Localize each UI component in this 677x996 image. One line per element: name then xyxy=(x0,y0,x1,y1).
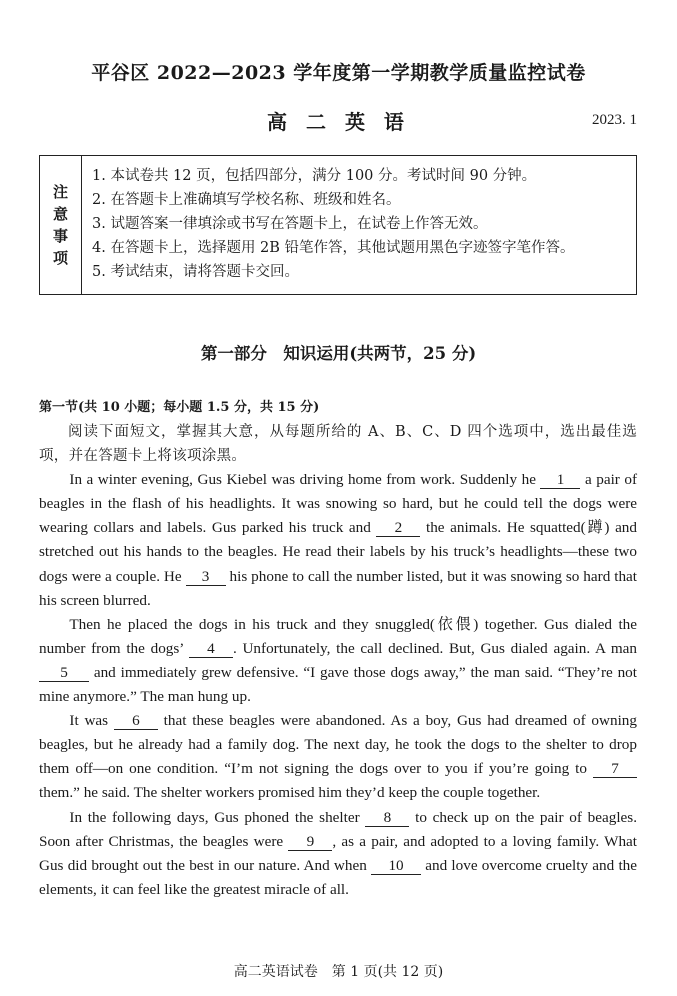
notice-item: 4. 在答题卡上，选择题用 2B 铅笔作答，其他试题用黑色字迹签字笔作答。 xyxy=(92,240,575,256)
notice-list xyxy=(82,156,636,294)
blank-6: 6 xyxy=(114,712,158,730)
notice-item: 2. 在答题卡上准确填写学校名称、班级和姓名。 xyxy=(92,192,401,208)
passage-text: his phone to call the number listed, but it was snowing so hard that his screen blurred. xyxy=(39,567,637,609)
blank-1: 1 xyxy=(540,471,580,489)
passage-paragraph-1 xyxy=(39,468,637,613)
part-title: 第一部分 知识运用(共两节，25 分) xyxy=(200,344,477,363)
notice-item: 3. 试题答案一律填涂或书写在答题卡上，在试卷上作答无效。 xyxy=(92,216,488,232)
passage-text: a pair of beagles in the flash of his headlights. It was snowing so hard, but he could tell the dogs were wearing collars and labels. Gus parked his truck and xyxy=(39,471,638,537)
exam-date: 2023. 1 xyxy=(592,112,637,128)
blank-7: 7 xyxy=(593,760,637,778)
instruction-text: 阅读下面短文，掌握其大意，从每题所给的 A、B、C、D 四个选项中，选出最佳选项，并在答题卡上将该项涂黑。 xyxy=(39,424,637,465)
exam-title: 平谷区 2022—2023 学年度第一学期教学质量监控试卷 xyxy=(91,62,586,84)
notice-item: 1. 本试卷共 12 页，包括四部分，满分 100 分。考试时间 90 分钟。 xyxy=(92,168,537,184)
passage-paragraph-2 xyxy=(39,613,637,709)
passage-paragraph-3 xyxy=(39,709,637,805)
blank-3: 3 xyxy=(186,568,226,586)
passage-text: . Unfortunately, the call declined. But, Gus dialed again. A man xyxy=(232,639,638,657)
passage-text: the animals. He squatted(蹲) and stretched out his hands to the beagles. He read their labels by his truck’s headlights—these two dogs were a couple. He xyxy=(39,519,637,585)
cloze-body xyxy=(39,420,637,902)
passage-text: In a winter evening, Gus Kiebel was driving home from work. Suddenly he xyxy=(69,471,536,489)
section-title: 第一节(共 10 小题；每小题 1.5 分，共 15 分) xyxy=(39,400,320,415)
passage-text: that these beagles were abandoned. As a boy, Gus had dreamed of owning beagles, but he already had a family dog. The next day, he took the dogs to the shelter to drop them off—on one condition. “I’m not signing the dogs over to you if you’re going to xyxy=(39,712,637,778)
subject-title: 高 二 英 语 xyxy=(267,110,410,134)
passage-text: , as a pair, and adopted to a loving family. What Gus did brought out the best in our nature. And when xyxy=(39,832,638,874)
passage-text: and love overcome cruelty and the elements, it can feel like the greatest miracle of all. xyxy=(39,856,638,898)
passage-text: them.” he said. The shelter workers promised him they’d keep the couple together. xyxy=(39,784,541,802)
blank-5: 5 xyxy=(39,664,89,682)
blank-4: 4 xyxy=(189,640,233,658)
page-footer: 高二英语试卷 第 1 页(共 12 页) xyxy=(233,964,444,980)
blank-10: 10 xyxy=(371,857,421,875)
passage-paragraph-4 xyxy=(39,806,637,902)
passage-text: In the following days, Gus phoned the shelter xyxy=(69,808,360,826)
notice-label-char: 事 xyxy=(52,227,68,245)
notice-box xyxy=(39,155,637,295)
blank-8: 8 xyxy=(365,809,409,827)
passage-text: and immediately grew defensive. “I gave those dogs away,” the man said. “They’re not mine anymore.” The man hung up. xyxy=(39,663,637,706)
notice-label xyxy=(40,156,82,294)
passage-text: Then he placed the dogs in his truck and they snuggled(依偎) together. Gus dialed the number from the dogs’ xyxy=(39,615,637,657)
notice-label-char: 项 xyxy=(52,249,68,267)
passage-text: It was xyxy=(69,712,109,730)
passage-text: to check up on the pair of beagles. Soon after Christmas, the beagles were xyxy=(39,808,637,850)
notice-item: 5. 考试结束，请将答题卡交回。 xyxy=(92,264,299,280)
blank-9: 9 xyxy=(288,833,332,851)
blank-2: 2 xyxy=(376,519,420,537)
notice-label-char: 意 xyxy=(52,205,68,223)
notice-label-char: 注 xyxy=(52,183,68,201)
